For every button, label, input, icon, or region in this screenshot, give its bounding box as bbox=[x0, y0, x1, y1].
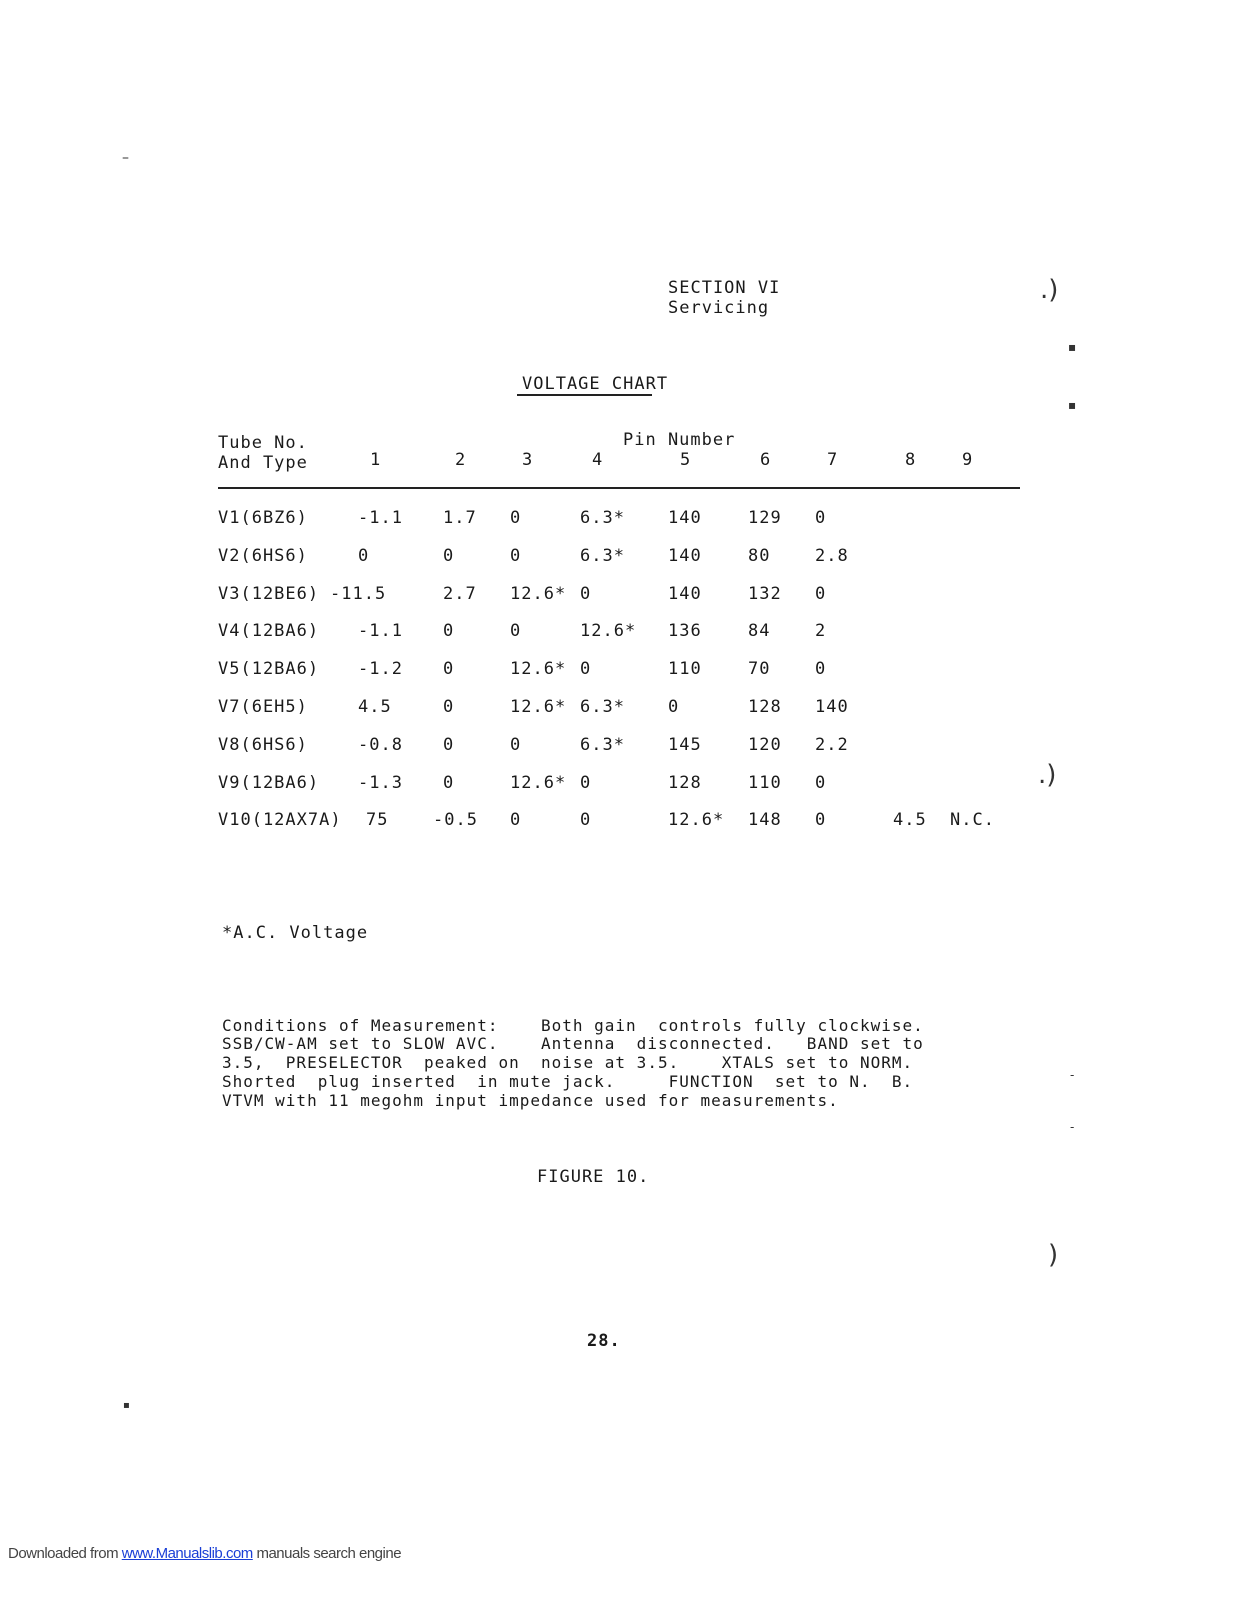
scan-mark: - bbox=[1070, 1068, 1075, 1082]
voltage-cell: 12.6* bbox=[510, 659, 567, 680]
voltage-cell: 0 bbox=[510, 734, 522, 755]
pin-header: 3 bbox=[522, 450, 534, 470]
conditions-line: Shorted plug inserted in mute jack. FUNCTION set to N. B. bbox=[222, 1072, 914, 1091]
voltage-cell: 132 bbox=[748, 583, 782, 604]
voltage-cell: 128 bbox=[668, 772, 702, 793]
voltage-cell: 140 bbox=[668, 583, 702, 604]
voltage-cell: 0 bbox=[510, 621, 522, 642]
voltage-cell: -1.3 bbox=[358, 772, 403, 793]
voltage-cell: 0 bbox=[443, 697, 455, 717]
tube-type-cell: V3(12BE6) bbox=[218, 583, 320, 604]
voltage-cell: 0 bbox=[815, 659, 827, 680]
scan-mark: .) bbox=[1038, 760, 1057, 790]
voltage-cell: 0 bbox=[580, 772, 592, 793]
scan-mark: ▪ bbox=[123, 1400, 130, 1411]
scan-mark: ▪ bbox=[1068, 398, 1077, 412]
voltage-cell: 0 bbox=[510, 545, 522, 566]
pin-number-header: Pin Number bbox=[623, 430, 736, 450]
voltage-cell: 0 bbox=[580, 810, 592, 831]
voltage-cell: 6.3* bbox=[580, 734, 625, 755]
pin-header: 9 bbox=[962, 450, 974, 470]
voltage-cell: 0 bbox=[815, 508, 827, 528]
tube-type-cell: V4(12BA6) bbox=[218, 621, 320, 642]
voltage-cell: 2.7 bbox=[443, 583, 477, 604]
voltage-cell: 140 bbox=[815, 697, 849, 717]
page-number: 28. bbox=[587, 1331, 621, 1351]
voltage-cell: -0.5 bbox=[433, 810, 478, 831]
voltage-cell: -1.1 bbox=[358, 621, 403, 642]
voltage-cell: 12.6* bbox=[580, 621, 637, 642]
voltage-cell: -11.5 bbox=[330, 583, 387, 604]
footer-prefix: Downloaded from bbox=[8, 1545, 122, 1562]
tube-type-cell: V5(12BA6) bbox=[218, 659, 320, 680]
pin-header: 2 bbox=[455, 450, 467, 470]
chart-title-underline bbox=[517, 394, 652, 396]
voltage-cell: 6.3* bbox=[580, 508, 625, 528]
scan-mark: ) bbox=[1048, 1240, 1059, 1270]
tube-type-cell: V2(6HS6) bbox=[218, 545, 308, 566]
chart-title: VOLTAGE CHART bbox=[522, 374, 669, 394]
pin-header: 5 bbox=[680, 450, 692, 470]
voltage-cell: 6.3* bbox=[580, 545, 625, 566]
voltage-cell: 0 bbox=[443, 772, 455, 793]
voltage-cell: 4.5 bbox=[358, 697, 392, 717]
pin-header: 7 bbox=[827, 450, 839, 470]
voltage-cell: 140 bbox=[668, 545, 702, 566]
voltage-cell: 136 bbox=[668, 621, 702, 642]
voltage-cell: 140 bbox=[668, 508, 702, 528]
voltage-cell: 0 bbox=[668, 697, 680, 717]
voltage-cell: 120 bbox=[748, 734, 782, 755]
voltage-cell: 12.6* bbox=[668, 810, 725, 831]
conditions-line: 3.5, PRESELECTOR peaked on noise at 3.5. XTALS set to NORM. bbox=[222, 1053, 914, 1072]
voltage-cell: 75 bbox=[366, 810, 389, 831]
voltage-cell: 0 bbox=[510, 810, 522, 831]
voltage-cell: 128 bbox=[748, 697, 782, 717]
voltage-cell: -0.8 bbox=[358, 734, 403, 755]
section-subtitle: Servicing bbox=[668, 298, 770, 318]
voltage-cell: 2.8 bbox=[815, 545, 849, 566]
voltage-cell: 129 bbox=[748, 508, 782, 528]
tube-type-cell: V10(12AX7A) bbox=[218, 810, 342, 831]
voltage-cell: 6.3* bbox=[580, 697, 625, 717]
footnote: *A.C. Voltage bbox=[222, 923, 369, 943]
pin-header: 6 bbox=[760, 450, 772, 470]
manualslib-link[interactable]: www.Manualslib.com bbox=[121, 1545, 253, 1562]
voltage-cell: 0 bbox=[443, 545, 455, 566]
voltage-cell: 70 bbox=[748, 659, 771, 680]
tube-type-cell: V7(6EH5) bbox=[218, 697, 308, 717]
section-heading: SECTION VI bbox=[668, 278, 781, 298]
voltage-cell: 12.6* bbox=[510, 772, 567, 793]
voltage-cell: 0 bbox=[815, 810, 827, 831]
voltage-cell: 1.7 bbox=[443, 508, 477, 528]
voltage-cell: 0 bbox=[815, 583, 827, 604]
voltage-cell: 80 bbox=[748, 545, 771, 566]
scan-mark: .) bbox=[1040, 275, 1059, 305]
voltage-cell: 110 bbox=[748, 772, 782, 793]
voltage-cell: 0 bbox=[443, 734, 455, 755]
voltage-cell: 2 bbox=[815, 621, 827, 642]
voltage-cell: 0 bbox=[815, 772, 827, 793]
header-rule bbox=[218, 487, 1020, 489]
voltage-cell: -1.1 bbox=[358, 508, 403, 528]
tube-type-cell: V8(6HS6) bbox=[218, 734, 308, 755]
tube-column-header: Tube No. bbox=[218, 433, 308, 453]
tube-type-cell: V9(12BA6) bbox=[218, 772, 320, 793]
voltage-cell: 4.5 bbox=[893, 810, 927, 831]
scan-mark: – bbox=[122, 150, 129, 166]
figure-label: FIGURE 10. bbox=[537, 1167, 650, 1187]
tube-type-cell: V1(6BZ6) bbox=[218, 508, 308, 528]
scan-mark: ▪ bbox=[1068, 340, 1077, 354]
pin-header: 8 bbox=[905, 450, 917, 470]
voltage-cell: 0 bbox=[510, 508, 522, 528]
conditions-line: VTVM with 11 megohm input impedance used for measurements. bbox=[222, 1091, 839, 1110]
footer-suffix: manuals search engine bbox=[252, 1545, 402, 1562]
pin-header: 4 bbox=[592, 450, 604, 470]
voltage-cell: 145 bbox=[668, 734, 702, 755]
voltage-cell: 0 bbox=[580, 659, 592, 680]
voltage-cell: 12.6* bbox=[510, 697, 567, 717]
voltage-cell: 0 bbox=[580, 583, 592, 604]
voltage-cell: 110 bbox=[668, 659, 702, 680]
scan-mark: - bbox=[1070, 1120, 1075, 1134]
voltage-cell: N.C. bbox=[950, 810, 995, 831]
voltage-cell: -1.2 bbox=[358, 659, 403, 680]
conditions-line: Conditions of Measurement: Both gain controls fully clockwise. bbox=[222, 1016, 924, 1035]
voltage-cell: 0 bbox=[443, 659, 455, 680]
voltage-cell: 0 bbox=[443, 621, 455, 642]
voltage-cell: 84 bbox=[748, 621, 771, 642]
voltage-cell: 148 bbox=[748, 810, 782, 831]
tube-column-header-sub: And Type bbox=[218, 453, 308, 473]
conditions-line: SSB/CW-AM set to SLOW AVC. Antenna disconnected. BAND set to bbox=[222, 1034, 924, 1053]
voltage-cell: 12.6* bbox=[510, 583, 567, 604]
download-footer bbox=[8, 1545, 401, 1562]
pin-header: 1 bbox=[370, 450, 382, 470]
voltage-cell: 0 bbox=[358, 545, 370, 566]
voltage-cell: 2.2 bbox=[815, 734, 849, 755]
